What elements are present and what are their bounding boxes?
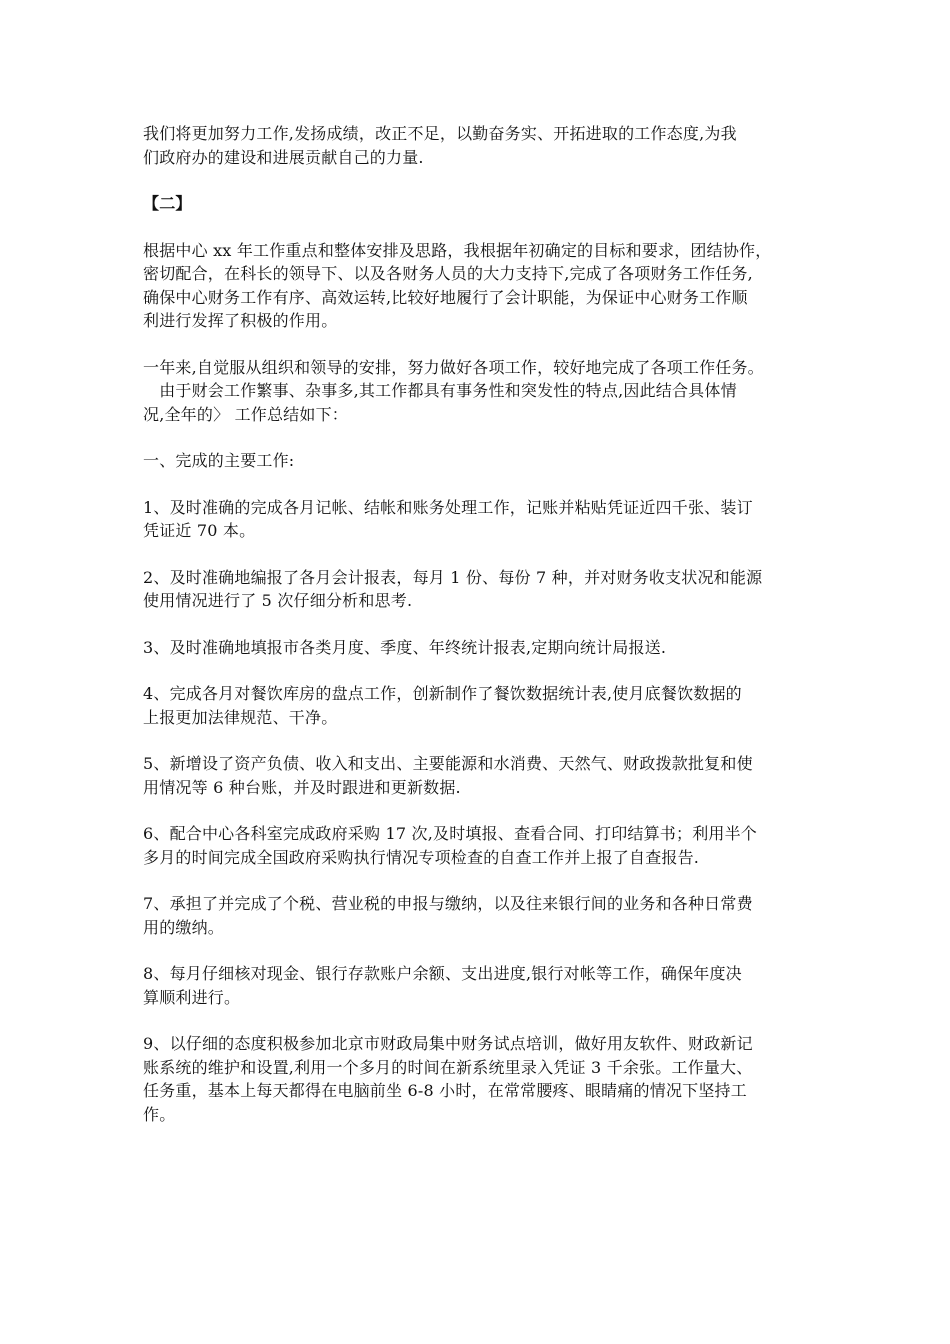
text-line: 们政府办的建设和进展贡献自己的力量.	[143, 147, 424, 167]
paragraph	[143, 1032, 815, 1126]
text-line: 账系统的维护和设置,利用一个多月的时间在新系统里录入凭证 3 千余张。工作量大、	[143, 1057, 753, 1077]
text-line: 使用情况进行了 5 次仔细分析和思考.	[143, 591, 413, 610]
paragraph	[143, 449, 815, 473]
text-line: 8、每月仔细核对现金、银行存款账户余额、支出进度,银行对帐等工作，确保年度决	[143, 964, 742, 983]
paragraph	[143, 892, 815, 939]
paragraph	[143, 822, 815, 869]
paragraph	[143, 752, 815, 799]
paragraph	[143, 636, 815, 660]
text-line: 况,全年的〉 工作总结如下：	[143, 404, 348, 424]
text-line: 上报更加法律规范、干净。	[143, 707, 338, 727]
text-line: 5、新增设了资产负债、收入和支出、主要能源和水消费、天然气、财政拨款批复和使	[143, 754, 753, 773]
text-line: 一、完成的主要工作:	[143, 451, 295, 470]
text-line: 6、配合中心各科室完成政府采购 17 次,及时填报、查看合同、打印结算书；利用半个	[143, 824, 757, 843]
text-line: 任务重，基本上每天都得在电脑前坐 6-8 小时，在常常腰疼、眼睛痛的情况下坚持工	[143, 1081, 747, 1100]
text-line: 一年来,自觉服从组织和领导的安排，努力做好各项工作，较好地完成了各项工作任务。	[143, 357, 764, 377]
paragraph	[143, 122, 815, 169]
text-line: 算顺利进行。	[143, 987, 241, 1007]
text-line: 确保中心财务工作有序、高效运转,比较好地履行了会计职能，为保证中心财务工作顺	[143, 287, 748, 307]
paragraph	[143, 682, 815, 729]
text-line: 7、承担了并完成了个税、营业税的申报与缴纳，以及往来银行间的业务和各种日常费	[143, 894, 753, 913]
text-line: 根据中心 xx 年工作重点和整体安排及思路，我根据年初确定的目标和要求，团结协作，	[143, 240, 772, 260]
paragraph	[143, 356, 815, 427]
paragraph	[143, 239, 815, 333]
paragraph	[143, 962, 815, 1009]
text-line: 我们将更加努力工作,发扬成绩，改正不足，以勤奋务实、开拓进取的工作态度,为我	[143, 124, 737, 143]
text-line: 多月的时间完成全国政府采购执行情况专项检查的自查工作并上报了自查报告.	[143, 847, 700, 867]
text-line: 3、及时准确地填报市各类月度、季度、年终统计报表,定期向统计局报送.	[143, 637, 667, 657]
text-line: 2、及时准确地编报了各月会计报表，每月 1 份、每份 7 种，并对财务收支状况和能源	[143, 567, 763, 587]
text-line: 9、以仔细的态度积极参加北京市财政局集中财务试点培训，做好用友软件、财政新记	[143, 1034, 753, 1053]
text-line: 密切配合，在科长的领导下、以及各财务人员的大力支持下,完成了各项财务工作任务,	[143, 264, 753, 283]
text-line: 用情况等 6 种台账，并及时跟进和更新数据.	[143, 777, 461, 797]
document-body	[143, 122, 815, 1149]
text-line: 4、完成各月对餐饮库房的盘点工作，创新制作了餐饮数据统计表,使月底餐饮数据的	[143, 684, 742, 703]
text-line: 【二】	[143, 194, 192, 213]
text-line: 利进行发挥了积极的作用。	[143, 311, 338, 330]
text-line: 1、及时准确的完成各月记帐、结帐和账务处理工作，记账并粘贴凭证近四千张、装订	[143, 497, 753, 517]
section-heading	[143, 192, 815, 216]
paragraph	[143, 496, 815, 543]
text-line: 由于财会工作繁事、杂事多,其工作都具有事务性和突发性的特点,因此结合具体情	[143, 381, 737, 400]
text-line: 作。	[143, 1104, 176, 1124]
text-line: 用的缴纳。	[143, 917, 225, 937]
text-line: 凭证近 70 本。	[143, 521, 256, 540]
paragraph	[143, 566, 815, 613]
